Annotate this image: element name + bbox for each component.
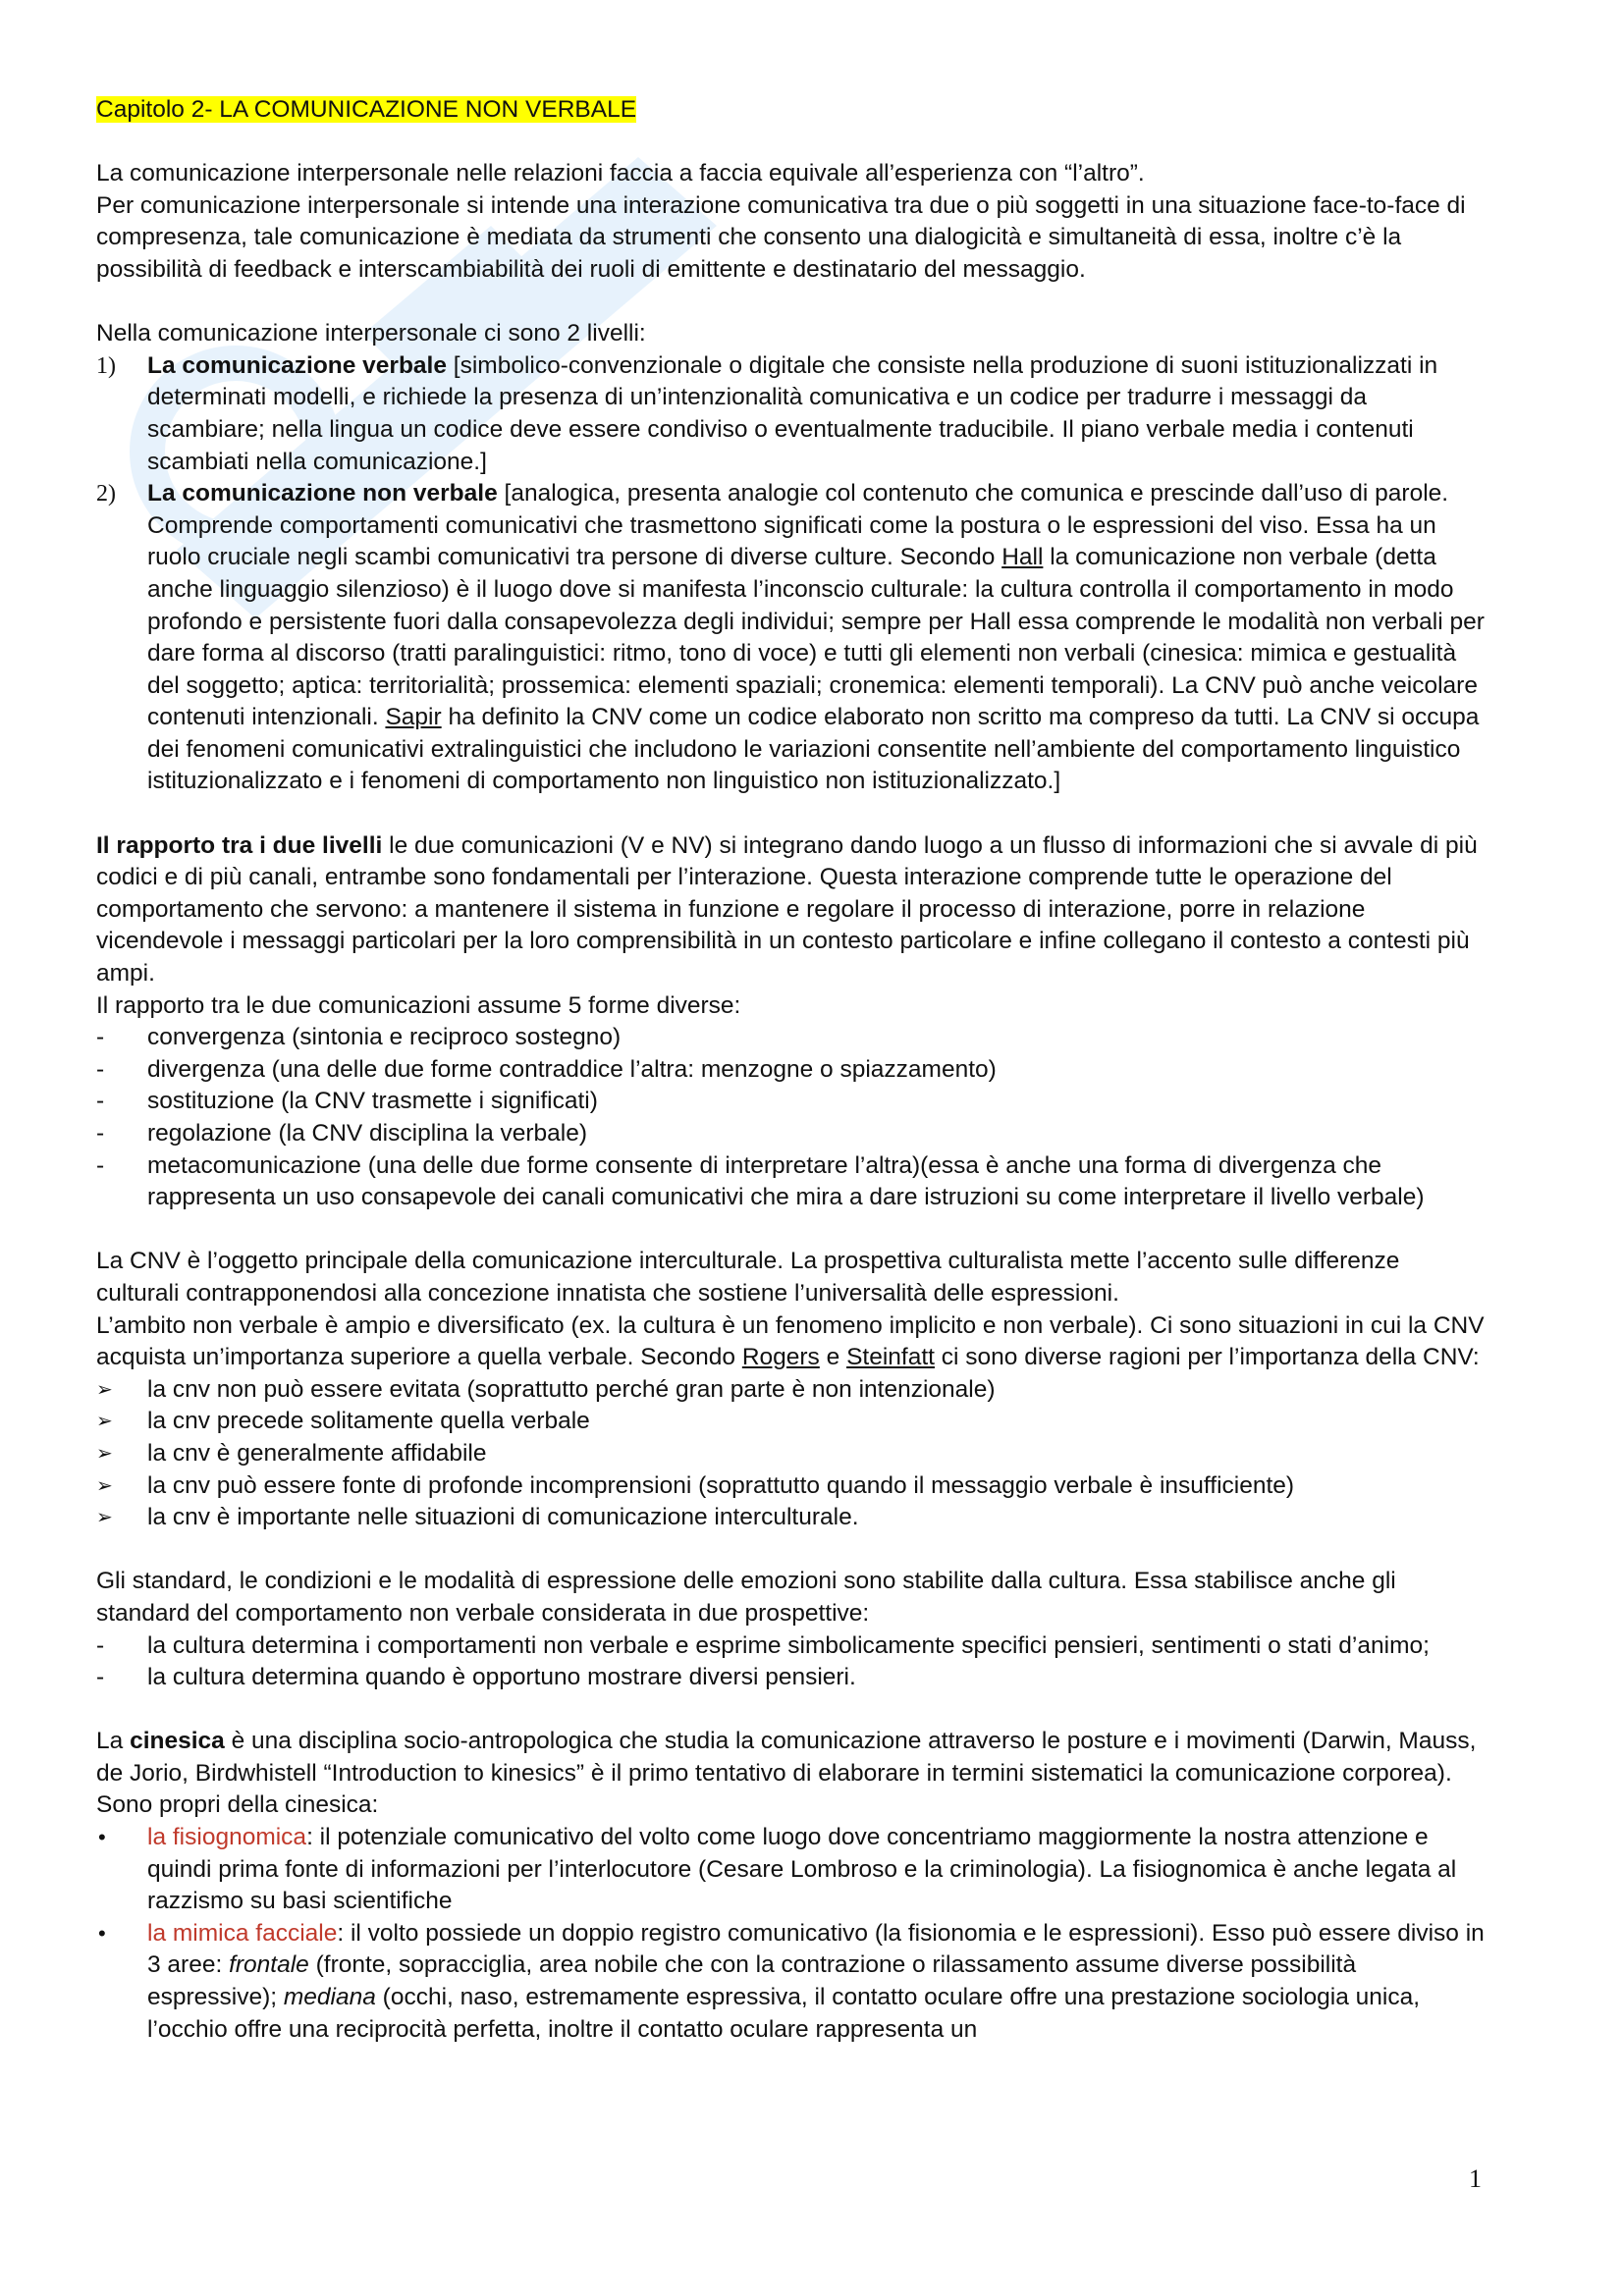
rapporto-heading: Il rapporto tra i due livelli <box>96 831 383 859</box>
intro-paragraph-2: Per comunicazione interpersonale si intende una interazione comunicativa tra due o più soggetti in una situazione face-to-face di compresenza, tale comunicazione è mediata da strumenti che consento una dialogicità e simultaneità di essa, inoltre c’è la possibilità di feedback e interscambiabilità dei ruoli di emittente e destinatario del messaggio. <box>96 191 1466 283</box>
chapter-title: Capitolo 2- LA COMUNICAZIONE NON VERBALE <box>96 96 637 123</box>
term-mimica-facciale: la mimica facciale <box>147 1919 338 1947</box>
bullet-icon: • <box>98 1920 106 1946</box>
levels-intro: Nella comunicazione interpersonale ci sono 2 livelli: <box>96 320 646 347</box>
list-item: ➢ la cnv può essere fonte di profonde incomprensioni (soprattutto quando il messaggio verbale è insufficiente) <box>96 1470 1486 1503</box>
cinesica-heading: cinesica <box>130 1728 225 1755</box>
list-item: - regolazione (la CNV disciplina la verbale) <box>96 1118 1486 1150</box>
list-item: ➢ la cnv non può essere evitata (soprattutto perché gran parte è non intenzionale) <box>96 1374 1486 1407</box>
dash-marker: - <box>96 1055 105 1083</box>
standard-paragraph: Gli standard, le condizioni e le modalità di espressione delle emozioni sono stabilite dalla cultura. Essa stabilisce anche gli standard del comportamento non verbale considerata in due prospettive: <box>96 1568 1396 1627</box>
arrow-bullet-icon: ➢ <box>96 1442 113 1465</box>
forms-list <box>96 1022 1486 1214</box>
list-item: - convergenza (sintonia e reciproco sostegno) <box>96 1022 1486 1054</box>
list-item: 2) La comunicazione non verbale [analogica, presenta analogie col contenuto che comunica e prescinde dall’uso di parole. Comprende comportamenti comunicativi che trasmettono significati come la postura o le espressioni del viso. Essa ha un ruolo cruciale negli scambi comunicativi tra persone di diverse culture. Secondo Hall la comunicazione non verbale (detta anche linguaggio silenzioso) è il luogo dove si manifesta l’inconscio culturale: la cultura controlla il comportamento in modo profondo e persistente fuori dalla consapevolezza degli individui; sempre per Hall essa comprende le modalità non verbali per dare forma al discorso (tratti paralinguistici: ritmo, tono di voce) e tutti gli elementi non verbali (cinesica: mimica e gestualità del soggetto; aptica: territorialità; prossemica: elementi spaziali; cronemica: elementi temporali). La CNV può anche veicolare contenuti intenzionali. Sapir ha definito la CNV come un codice elaborato non scritto ma compreso da tutti. La CNV si occupa dei fenomeni comunicativi extralinguistici che includono le variazioni consentite nell’ambiente del comportamento linguistico istituzionalizzato e i fenomeni di comportamento non linguistico non istituzionalizzato.] <box>96 480 1485 795</box>
level-heading: La comunicazione verbale <box>147 351 447 379</box>
author-hall: Hall <box>1001 544 1044 571</box>
arrow-bullet-icon: ➢ <box>96 1507 113 1529</box>
dash-marker: - <box>96 1151 105 1179</box>
list-item: • la mimica facciale: il volto possiede un doppio registro comunicativo (la fisionomia e le espressioni). Esso può essere diviso in 3 aree: frontale (fronte, sopracciglia, area nobile che con la contrazione o rilassamento assume diverse possibilità espressive); mediana (occhi, naso, estremamente espressiva, il contatto oculare offre una prestazione sociologia unica, l’occhio offre una reciprocità perfetta, inoltre il contatto oculare rappresenta un <box>98 1919 1485 2043</box>
list-marker: 1) <box>96 352 116 379</box>
cinesica-paragraph: La cinesica è una disciplina socio-antropologica che studia la comunicazione attraverso le posture e i movimenti (Darwin, Mauss, de Jorio, Birdwhistell “Introduction to kinesics” è il primo tentativo di elaborare in termini sistematici la comunicazione corporea). Sono propri della cinesica: <box>96 1728 1477 1819</box>
levels-list <box>96 350 1486 798</box>
arrow-bullet-icon: ➢ <box>96 1474 113 1497</box>
arrow-bullet-icon: ➢ <box>96 1411 113 1433</box>
list-item: ➢ la cnv è importante nelle situazioni di comunicazione interculturale. <box>96 1502 1486 1534</box>
dash-marker: - <box>96 1664 105 1691</box>
list-item: ➢ la cnv precede solitamente quella verbale <box>96 1406 1486 1438</box>
list-item: - metacomunicazione (una delle due forme consente di interpretare l’altra)(essa è anche una forma di divergenza che rappresenta un uso consapevole dei canali comunicativi che mira a dare istruzioni su come interpretare il livello verbale) <box>96 1151 1425 1211</box>
list-marker: 2) <box>96 481 116 507</box>
cnv-paragraph-1: La CNV è l’oggetto principale della comunicazione interculturale. La prospettiva culturalista mette l’accento sulle differenze culturali contrapponendosi alla concezione innatista che sostiene l’universalità delle espressioni. <box>96 1248 1400 1307</box>
list-item: 1) La comunicazione verbale [simbolico-convenzionale o digitale che consiste nella produzione di suoni istituzionalizzati in determinati modelli, e richiede la presenza di un’intenzionalità comunicativa e un codice per tradurre i messaggi da scambiare; nella lingua un codice deve essere condiviso o eventualmente traducibile. Il piano verbale media i contenuti scambiati nella comunicazione.] <box>96 351 1438 475</box>
dash-marker: - <box>96 1024 105 1051</box>
cinesica-list <box>96 1822 1486 2046</box>
page-number: 1 <box>1469 2164 1482 2193</box>
list-item: ➢ la cnv è generalmente affidabile <box>96 1438 1486 1470</box>
bullet-icon: • <box>98 1825 106 1850</box>
chapter-title-line <box>96 94 1486 127</box>
author-sapir: Sapir <box>385 704 442 731</box>
dash-marker: - <box>96 1631 105 1659</box>
arrow-bullet-icon: ➢ <box>96 1378 113 1401</box>
dash-marker: - <box>96 1088 105 1115</box>
list-item: - sostituzione (la CNV trasmette i significati) <box>96 1086 1486 1118</box>
reasons-list <box>96 1374 1486 1534</box>
forms-intro: Il rapporto tra le due comunicazioni assume 5 forme diverse: <box>96 991 741 1019</box>
dash-marker: - <box>96 1120 105 1147</box>
level-heading: La comunicazione non verbale <box>147 480 498 507</box>
list-item: - la cultura determina quando è opportuno mostrare diversi pensieri. <box>96 1662 1486 1694</box>
list-item: - la cultura determina i comportamenti non verbale e esprime simbolicamente specifici pensieri, sentimenti o stati d’animo; <box>96 1630 1486 1663</box>
intro-paragraph-1: La comunicazione interpersonale nelle relazioni faccia a faccia equivale all’esperienza con “l’altro”. <box>96 160 1145 187</box>
rapporto-paragraph: Il rapporto tra i due livelli le due comunicazioni (V e NV) si integrano dando luogo a un flusso di informazioni che si avvale di più codici e di più canali, entrambe sono fondamentali per l’interazione. Questa interazione comprende tutte le operazione del comportamento che servono: a mantenere il sistema in funzione e regolare il processo di interazione, porre in relazione vicendevole i messaggi particolari per la loro comprensibilità in un contesto particolare e infine collegano il contesto a contesti più ampi. <box>96 831 1478 988</box>
list-item: • la fisiognomica: il potenziale comunicativo del volto come luogo dove concentriamo maggiormente la nostra attenzione e quindi prima fonte di informazioni per l’interlocutore (Cesare Lombroso e la criminologia). La fisiognomica è anche legata al razzismo su basi scientifiche <box>98 1824 1457 1915</box>
author-steinfatt: Steinfatt <box>846 1344 935 1371</box>
author-rogers: Rogers <box>741 1344 820 1371</box>
term-fisiognomica: la fisiognomica <box>147 1824 307 1851</box>
cnv-paragraph-2: L’ambito non verbale è ampio e diversificato (ex. la cultura è un fenomeno implicito e non verbale). Ci sono situazioni in cui la CNV acquista un’importanza superiore a quella verbale. Secondo Rogers e Steinfatt ci sono diverse ragioni per l’importanza della CNV: <box>96 1311 1485 1371</box>
standard-list <box>96 1630 1486 1694</box>
list-item: - divergenza (una delle due forme contraddice l’altra: menzogne o spiazzamento) <box>96 1054 1486 1087</box>
document-page <box>96 94 1486 2046</box>
